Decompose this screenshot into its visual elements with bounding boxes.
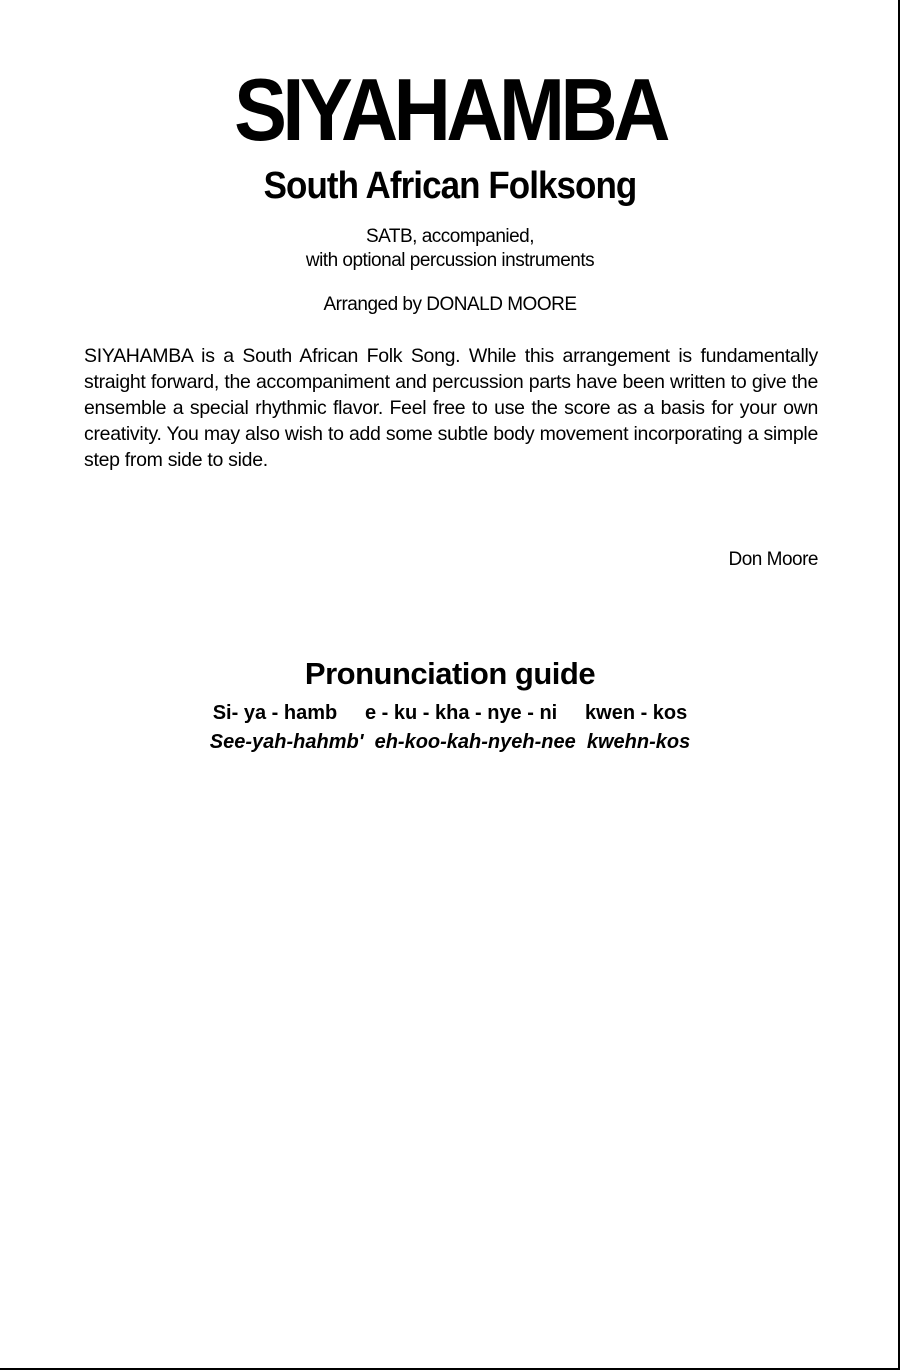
pronunciation-heading: Pronunciation guide: [304, 656, 596, 691]
song-title: SIYAHAMBA: [234, 60, 666, 159]
intro-body-text: is a South African Folk Song. While this arrangement is fundamentally straight forward, the accompaniment and percussion parts have been written to give the ensemble a special rhythmic flavor. Feel free to use the score as a basis for your own creativity. You may also wish to add some subtle body movement incorporating a simple step from side to side.: [84, 345, 818, 471]
voicing-line: with optional percussion instruments: [305, 250, 595, 271]
voicing-info: [0, 225, 900, 273]
intro-paragraph: [84, 343, 818, 473]
author-signature: Don Moore: [728, 549, 818, 570]
arranger-credit: Arranged by DONALD MOORE: [323, 294, 577, 315]
pronunciation-syllables: Si- ya - hamb e - ku - kha - nye - ni kwen - kos: [212, 702, 688, 724]
voicing-line: SATB, accompanied,: [365, 226, 535, 247]
song-subtitle: South African Folksong: [263, 165, 637, 207]
intro-lead-word: SIYAHAMBA: [84, 345, 193, 367]
pronunciation-phonetic: See-yah-hahmb' eh-koo-kah-nyeh-nee kwehn-kos: [209, 731, 691, 753]
